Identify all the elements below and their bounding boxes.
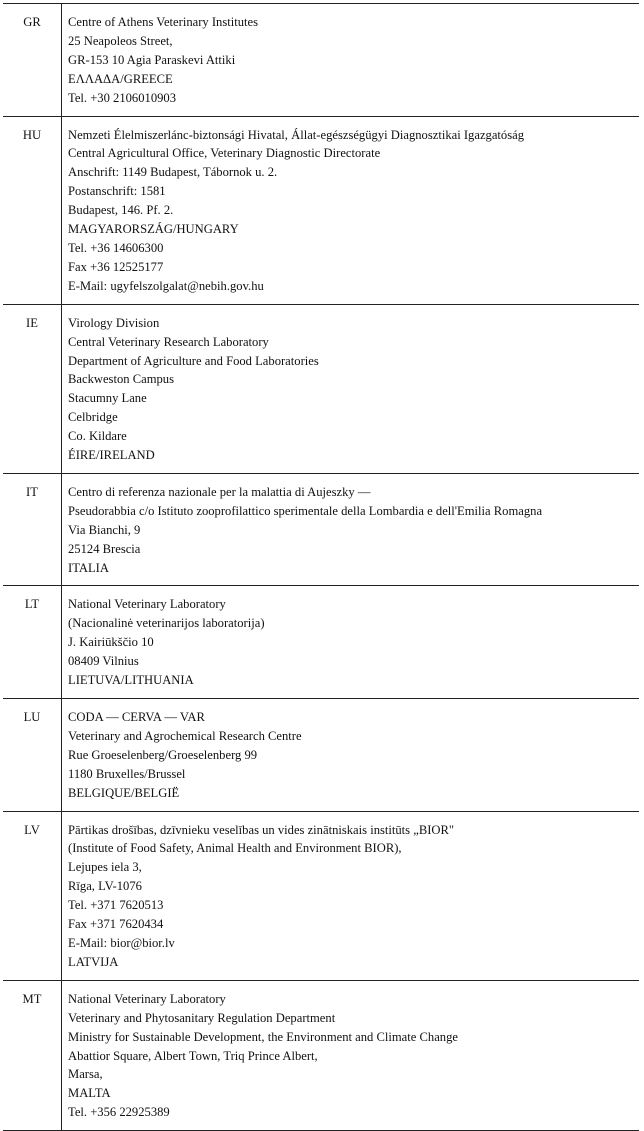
table-row-hu (3, 116, 639, 304)
address-line: MAGYARORSZÁG/HUNGARY (68, 222, 239, 237)
address-line: Ministry for Sustainable Development, the Environment and Climate Change (68, 1029, 458, 1044)
country-code-cell (3, 811, 62, 980)
country-code: LV (24, 822, 40, 837)
address-line: Tel. +371 7620513 (68, 898, 164, 913)
table-row-lv (3, 811, 639, 980)
address-line: 08409 Vilnius (68, 654, 139, 669)
laboratory-address-cell (62, 586, 640, 699)
laboratory-address-cell (62, 980, 640, 1130)
country-code: LT (24, 597, 40, 612)
address-line: Department of Agriculture and Food Laboratories (68, 353, 319, 368)
address-line: (Institute of Food Safety, Animal Health and Environment BIOR), (68, 841, 402, 856)
address-line: Tel. +356 22925389 (68, 1105, 170, 1120)
country-code: MT (22, 991, 42, 1006)
laboratory-table (3, 3, 639, 1131)
address-line: 1180 Bruxelles/Brussel (68, 766, 186, 781)
address-line: Central Agricultural Office, Veterinary Diagnostic Directorate (68, 146, 381, 161)
laboratory-table-body (3, 4, 639, 1131)
address-line: E-Mail: bior@bior.lv (68, 935, 175, 950)
address-line: LATVIJA (68, 954, 119, 969)
laboratory-address-cell (62, 304, 640, 473)
address-line: Veterinary and Phytosanitary Regulation Department (68, 1010, 336, 1025)
address-line: Nemzeti Élelmiszerlánc-biztonsági Hivatal, Állat-egészségügyi Diagnosztikai Igazgatóság (68, 127, 525, 142)
address-line: Tel. +30 2106010903 (68, 90, 177, 105)
address-line: (Nacionalinė veterinarijos laboratorija) (68, 616, 265, 631)
address-line: Pseudorabbia c/o Istituto zooprofilattico sperimentale della Lombardia e dell'Emilia Romagna (68, 503, 543, 518)
address-line: Stacumny Lane (68, 391, 147, 406)
address-line: BELGIQUE/BELGIË (68, 785, 180, 800)
address-line: Rīga, LV-1076 (68, 879, 142, 894)
address-line: J. Kairiūkščio 10 (68, 635, 154, 650)
address-line: Celbridge (68, 410, 118, 425)
address-line: Postanschrift: 1581 (68, 184, 166, 199)
laboratory-address-cell (62, 116, 640, 304)
address-line: 25124 Brescia (68, 541, 141, 556)
country-code-cell (3, 586, 62, 699)
address-line: ITALIA (68, 560, 109, 575)
address-line: Budapest, 146. Pf. 2. (68, 203, 174, 218)
address-line: Veterinary and Agrochemical Research Centre (68, 728, 302, 743)
address-line: CODA — CERVA — VAR (68, 710, 205, 724)
table-row-mt (3, 980, 639, 1130)
address-line: Centre of Athens Veterinary Institutes (68, 15, 259, 29)
address-line: Virology Division (68, 315, 160, 330)
laboratory-address-cell (62, 473, 640, 586)
address-line: Co. Kildare (68, 429, 127, 444)
address-line: Rue Groeselenberg/Groeselenberg 99 (68, 747, 258, 762)
address-line: National Veterinary Laboratory (68, 597, 226, 612)
address-line: ΕΛΛΑΔΑ/GREECE (68, 71, 173, 86)
address-line: Abattior Square, Albert Town, Triq Prince Albert, (68, 1048, 318, 1063)
address-line: Fax +371 7620434 (68, 917, 164, 932)
address-line: Fax +36 12525177 (68, 259, 164, 274)
country-code: GR (23, 15, 41, 29)
table-row-lu (3, 699, 639, 812)
country-code: IE (26, 315, 38, 330)
country-code: IT (26, 484, 38, 499)
country-code-cell (3, 4, 62, 117)
address-line: National Veterinary Laboratory (68, 991, 226, 1006)
address-line: Via Bianchi, 9 (68, 522, 141, 537)
address-line: Lejupes iela 3, (68, 860, 142, 875)
table-row-lt (3, 586, 639, 699)
table-row-gr (3, 4, 639, 117)
address-line: LIETUVA/LITHUANIA (68, 673, 194, 688)
country-code-cell (3, 980, 62, 1130)
country-code-cell (3, 473, 62, 586)
address-line: Central Veterinary Research Laboratory (68, 334, 269, 349)
address-line: E-Mail: ugyfelszolgalat@nebih.gov.hu (68, 278, 264, 293)
country-code: LU (23, 710, 41, 724)
laboratory-address-cell (62, 4, 640, 117)
address-line: ÉIRE/IRELAND (68, 448, 155, 463)
laboratory-address-cell (62, 699, 640, 812)
address-line: GR-153 10 Agia Paraskevi Attiki (68, 52, 236, 67)
address-line: Centro di referenza nazionale per la malattia di Aujeszky — (68, 484, 371, 499)
table-row-it (3, 473, 639, 586)
table-row-ie (3, 304, 639, 473)
country-code-cell (3, 304, 62, 473)
address-line: Marsa, (68, 1067, 103, 1082)
country-code: HU (22, 127, 42, 142)
address-line: Tel. +36 14606300 (68, 240, 164, 255)
country-code-cell (3, 699, 62, 812)
laboratory-address-cell (62, 811, 640, 980)
address-line: Pārtikas drošības, dzīvnieku veselības un vides zinātniskais institūts „BIOR" (68, 822, 455, 837)
country-code-cell (3, 116, 62, 304)
address-line: Backweston Campus (68, 372, 174, 387)
address-line: MALTA (68, 1086, 111, 1101)
address-line: 25 Neapoleos Street, (68, 33, 173, 48)
address-line: Anschrift: 1149 Budapest, Tábornok u. 2. (68, 165, 278, 180)
